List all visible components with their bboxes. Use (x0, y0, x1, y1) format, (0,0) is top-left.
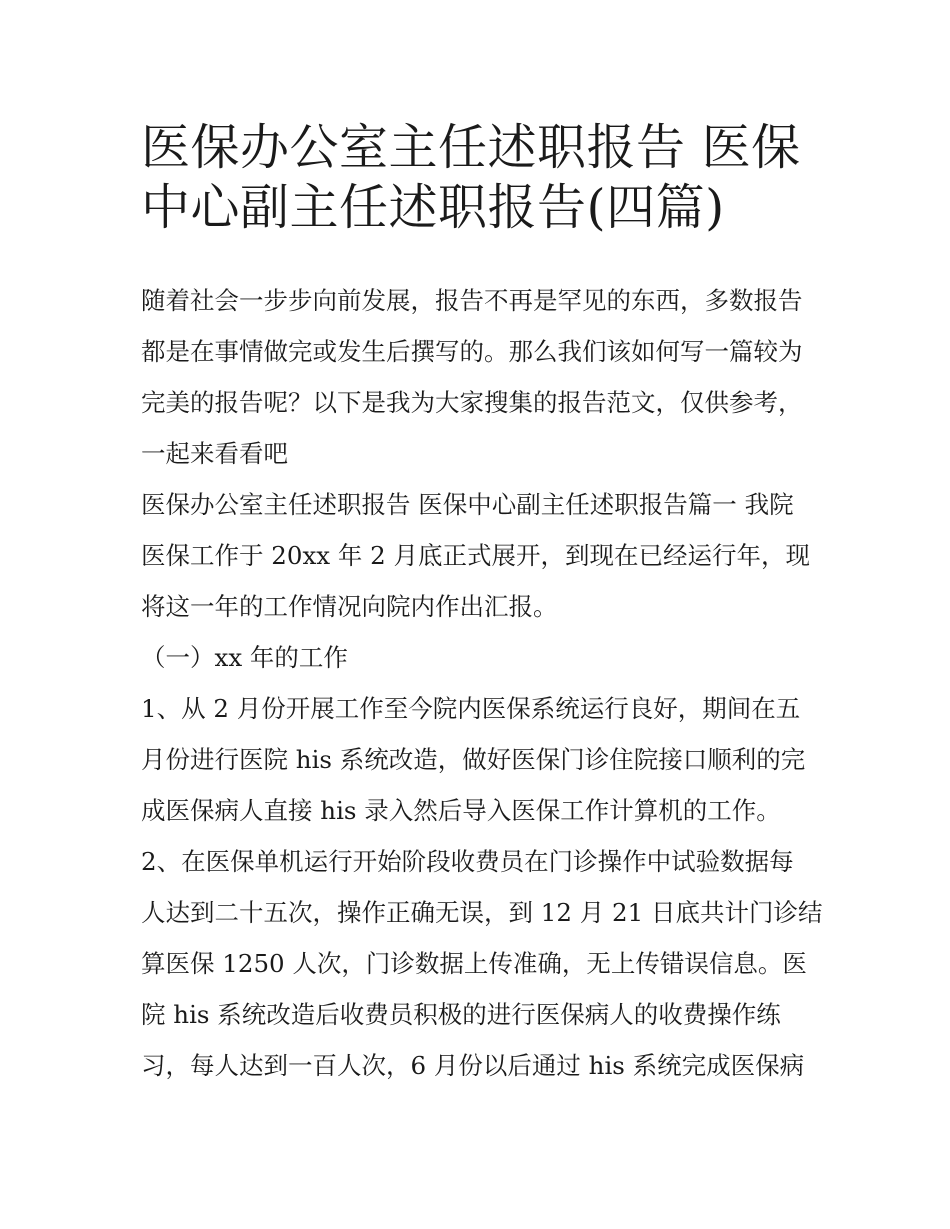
list-item-line: 习，每人达到一百人次，6 月份以后通过 his 系统完成医保病 (141, 1051, 805, 1080)
title-line: 医保办公室主任述职报告 医保 (141, 119, 801, 176)
intro-line: 一起来看看吧 (141, 439, 288, 468)
intro-line: 都是在事情做完或发生后撰写的。那么我们该如何写一篇较为 (141, 337, 803, 366)
title-line: 中心副主任述职报告(四篇) (141, 179, 725, 236)
list-item-line: 月份进行医院 his 系统改造，做好医保门诊住院接口顺利的完 (141, 745, 806, 774)
document-title (141, 118, 821, 238)
list-item-line: 算医保 1250 人次，门诊数据上传准确，无上传错误信息。医 (141, 949, 807, 978)
intro-line: 随着社会一步步向前发展，报告不再是罕见的东西，多数报告 (141, 286, 803, 315)
list-item-line: 成医保病人直接 his 录入然后导入医保工作计算机的工作。 (141, 796, 781, 825)
paragraph-line: 将这一年的工作情况向院内作出汇报。 (141, 592, 558, 621)
list-item-line: 1、从 2 月份开展工作至今院内医保系统运行良好，期间在五 (141, 694, 801, 723)
list-item-line: 2、在医保单机运行开始阶段收费员在门诊操作中试验数据每 (141, 847, 794, 876)
intro-line: 完美的报告呢？以下是我为大家搜集的报告范文，仅供参考， (141, 388, 803, 417)
paragraph-line: 医保办公室主任述职报告 医保中心副主任述职报告篇一 我院 (141, 490, 794, 519)
list-item-line: 人达到二十五次，操作正确无误，到 12 月 21 日底共计门诊结 (141, 898, 823, 927)
list-item-line: 院 his 系统改造后收费员积极的进行医保病人的收费操作练 (141, 1000, 781, 1029)
paragraph-line: 医保工作于 20xx 年 2 月底正式展开，到现在已经运行年，现 (141, 541, 811, 570)
section-heading: （一）xx 年的工作 (141, 643, 348, 672)
